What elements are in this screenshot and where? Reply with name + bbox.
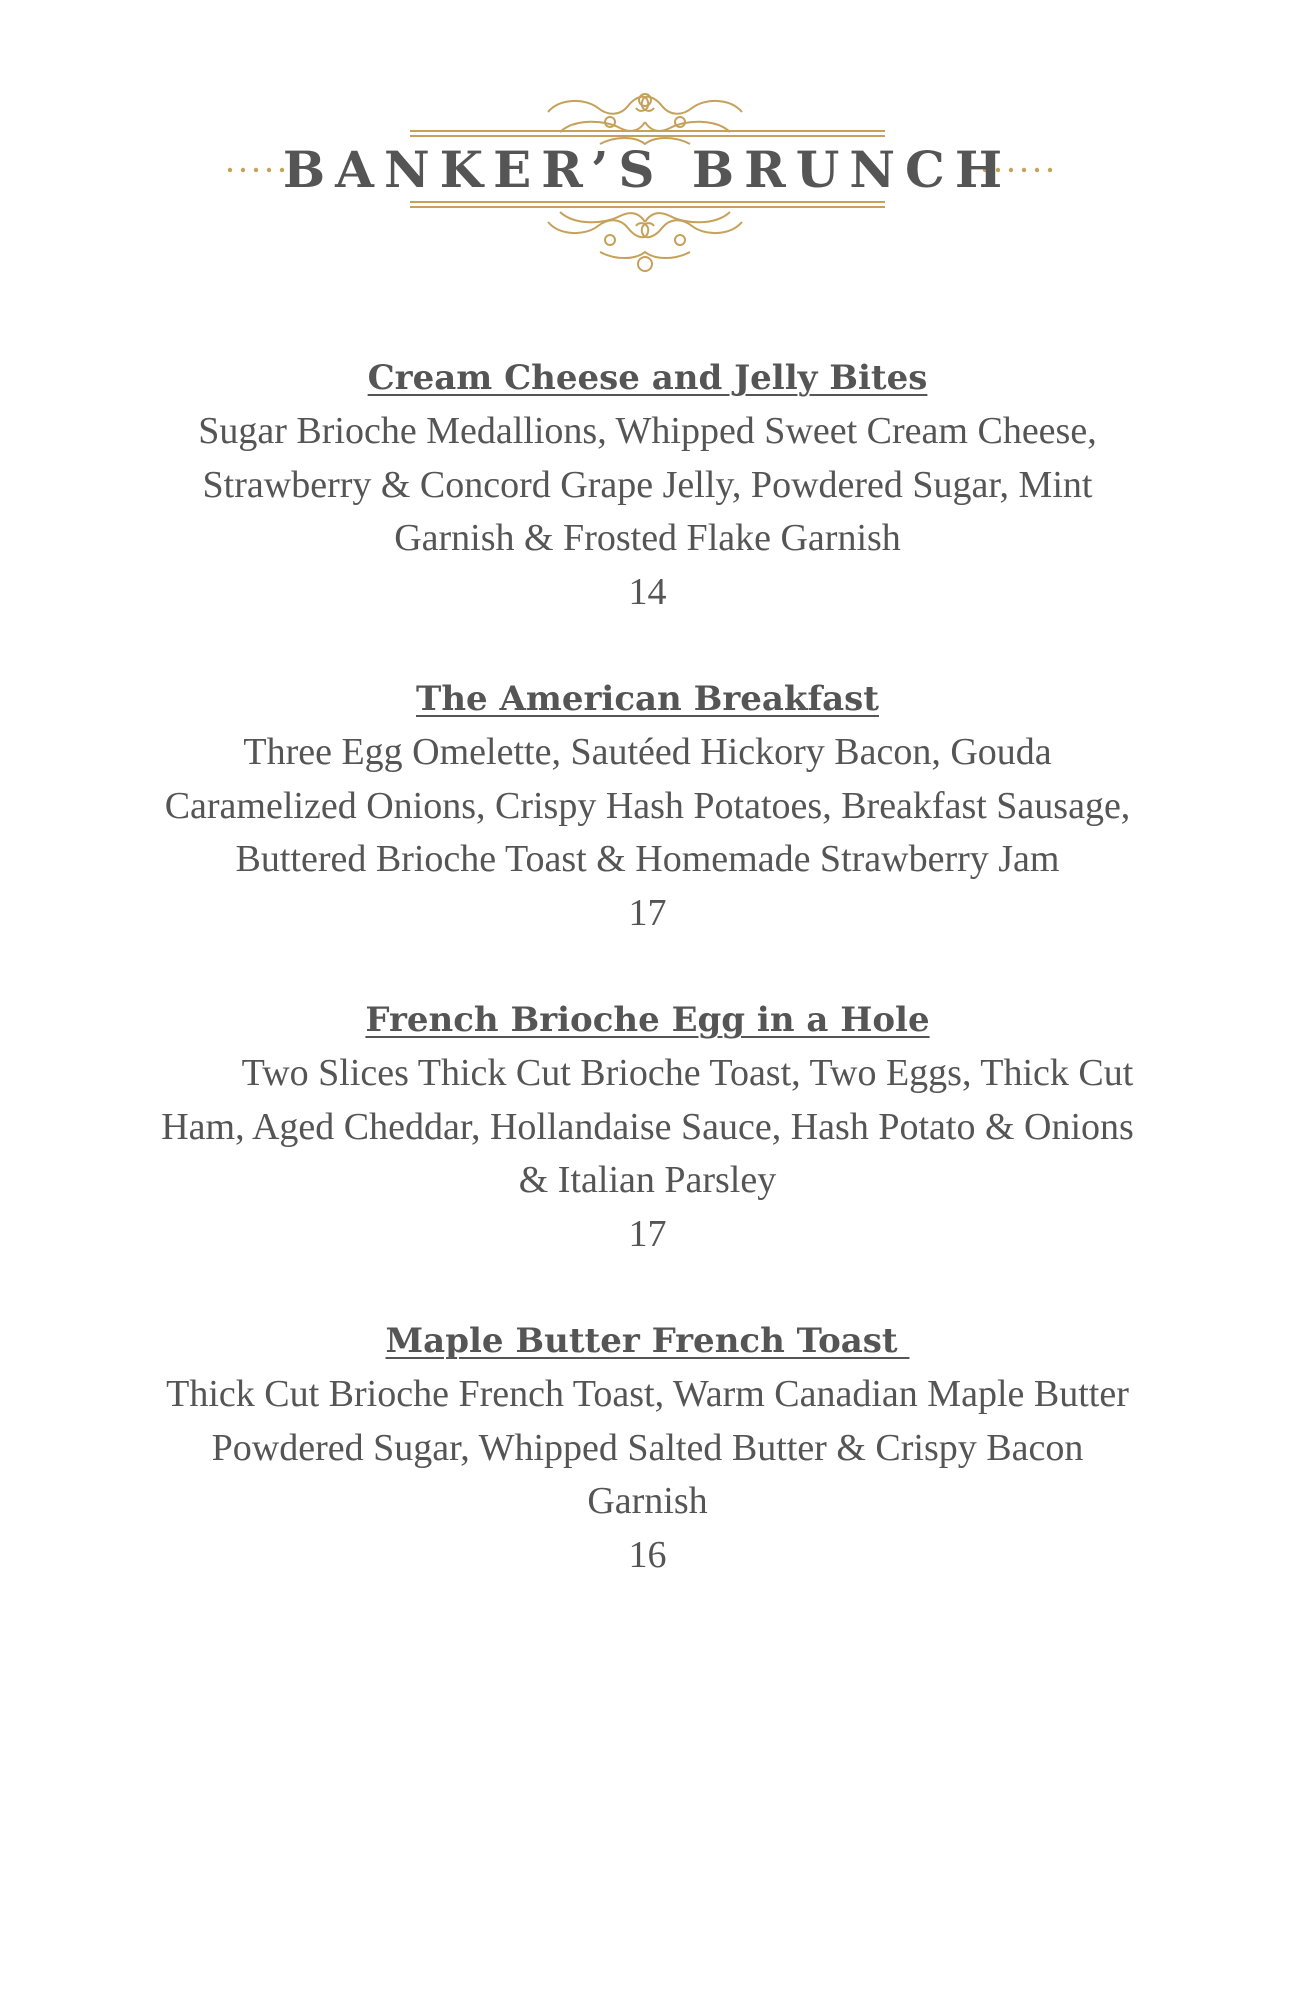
menu-title: BANKER’S BRUNCH	[282, 140, 1013, 199]
menu-item-name: Cream Cheese and Jelly Bites	[367, 358, 928, 398]
menu-item-name: Maple Butter French Toast	[385, 1321, 910, 1361]
menu-item	[130, 352, 1165, 619]
menu-item-name: French Brioche Egg in a Hole	[365, 1000, 930, 1040]
menu-item-price: 17	[628, 891, 667, 934]
menu-item-description: Two Slices Thick Cut Brioche Toast, Two Eggs, Thick Cut Ham, Aged Cheddar, Hollandaise Sauce, Hash Potato & Onions & Italian Parsley	[161, 1052, 1134, 1201]
menu-item-price: 16	[628, 1533, 667, 1576]
menu-item-description: Thick Cut Brioche French Toast, Warm Canadian Maple Butter Powdered Sugar, Whipped Salted Butter & Crispy Bacon Garnish	[166, 1373, 1129, 1522]
menu-item	[130, 673, 1165, 940]
menu-item-name: The American Breakfast	[416, 679, 879, 719]
menu-item-price: 14	[628, 570, 667, 613]
menu-item	[130, 1315, 1165, 1582]
menu-header	[0, 40, 1295, 290]
menu-item-description: Three Egg Omelette, Sautéed Hickory Bacon, Gouda Caramelized Onions, Crispy Hash Potatoes, Breakfast Sausage, Buttered Brioche Toast & Homemade Strawberry Jam	[164, 731, 1131, 880]
menu-items	[130, 352, 1165, 1636]
menu-item-description: Sugar Brioche Medallions, Whipped Sweet Cream Cheese, Strawberry & Concord Grape Jelly, Powdered Sugar, Mint Garnish & Frosted Flake Garnish	[198, 410, 1097, 559]
menu-item	[130, 994, 1165, 1261]
menu-item-price: 17	[628, 1212, 667, 1255]
